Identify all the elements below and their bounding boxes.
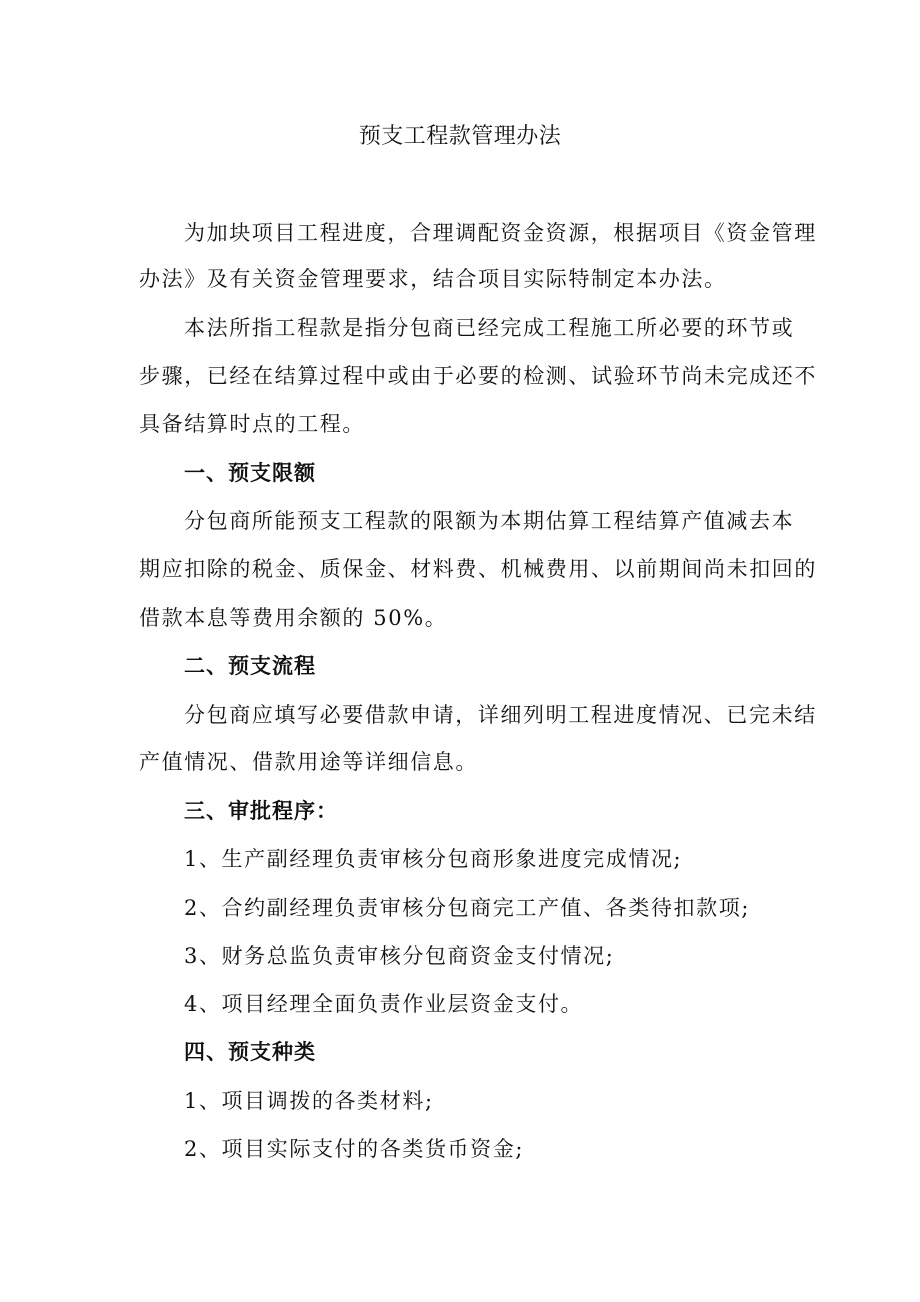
section-3-heading: 三、审批程序： xyxy=(184,799,338,823)
section-3-item-1: 1、生产副经理负责审核分包商形象进度完成情况; xyxy=(184,847,683,871)
section-1-heading: 一、预支限额 xyxy=(184,461,316,485)
intro-paragraph-2-line-3: 具备结算时点的工程。 xyxy=(139,412,365,436)
document-title: 预支工程款管理办法 xyxy=(358,124,562,149)
intro-paragraph-1-line-1: 为加块项目工程进度，合理调配资金资源，根据项目《资金管理 xyxy=(184,221,817,245)
section-2-body-line-2: 产值情况、借款用途等详细信息。 xyxy=(139,750,478,774)
section-1-body-line-1: 分包商所能预支工程款的限额为本期估算工程结算产值减去本 xyxy=(184,509,795,533)
section-2-heading: 二、预支流程 xyxy=(184,654,316,678)
intro-paragraph-2-line-1: 本法所指工程款是指分包商已经完成工程施工所必要的环节或 xyxy=(184,316,795,340)
section-1-body-line-2: 期应扣除的税金、质保金、材料费、机械费用、以前期间尚未扣回的 xyxy=(139,557,817,581)
section-4-heading: 四、预支种类 xyxy=(184,1040,316,1064)
section-4-item-2: 2、项目实际支付的各类货币资金; xyxy=(184,1137,525,1161)
section-3-item-2: 2、合约副经理负责审核分包商完工产值、各类待扣款项; xyxy=(184,896,751,920)
section-2-body-line-1: 分包商应填写必要借款申请，详细列明工程进度情况、已完未结 xyxy=(184,703,817,727)
section-1-body-line-3: 借款本息等费用余额的 50%。 xyxy=(139,606,448,630)
intro-paragraph-2-line-2: 步骤，已经在结算过程中或由于必要的检测、试验环节尚未完成还不 xyxy=(139,364,817,388)
section-3-item-4: 4、项目经理全面负责作业层资金支付。 xyxy=(184,992,584,1016)
section-4-item-1: 1、项目调拨的各类材料; xyxy=(184,1089,434,1113)
intro-paragraph-1-line-2: 办法》及有关资金管理要求，结合项目实际特制定本办法。 xyxy=(139,267,727,291)
section-3-item-3: 3、财务总监负责审核分包商资金支付情况; xyxy=(184,944,615,968)
